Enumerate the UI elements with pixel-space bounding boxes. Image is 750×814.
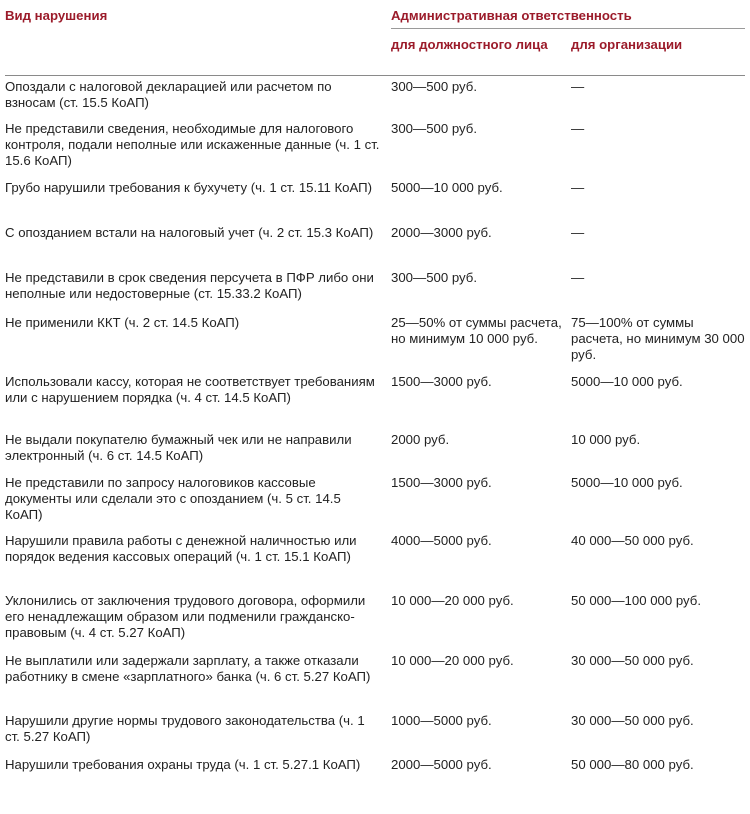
- official-column-header: для должностного лица: [391, 36, 548, 52]
- organization-fine-cell: 10 000 руб.: [571, 431, 641, 447]
- admin-liability-header: Административная ответственность: [391, 4, 745, 28]
- table-row: [5, 267, 745, 312]
- table-row: [5, 177, 745, 222]
- official-fine-cell: 300—500 руб.: [391, 78, 478, 94]
- violation-cell: Не представили по запросу налоговиков кассовые документы или сделали это с опозданием (ч. 5 ст. 14.5 КоАП): [5, 474, 341, 522]
- table-header: [5, 4, 745, 76]
- violation-cell: Не представили сведения, необходимые для налогового контроля, подали неполные или искаженные данные (ч. 1 ст. 15.6 КоАП): [5, 120, 380, 168]
- violation-cell: Нарушили правила работы с денежной наличностью или порядок ведения кассовых операций (ч. 1 ст. 15.1 КоАП): [5, 532, 357, 564]
- official-fine-cell: 5000—10 000 руб.: [391, 179, 503, 195]
- official-fine-cell: 2000—5000 руб.: [391, 756, 492, 772]
- fines-table: [5, 4, 745, 796]
- table-row: [5, 312, 745, 371]
- organization-fine-cell: —: [571, 269, 585, 285]
- table-row: [5, 76, 745, 118]
- official-fine-cell: 2000 руб.: [391, 431, 450, 447]
- official-fine-cell: 25—50% от суммы расчета, но минимум 10 000 руб.: [391, 314, 562, 346]
- violation-cell: Не применили ККТ (ч. 2 ст. 14.5 КоАП): [5, 314, 240, 330]
- organization-fine-cell: —: [571, 224, 585, 240]
- organization-fine-cell: 30 000—50 000 руб.: [571, 652, 694, 668]
- organization-fine-cell: 30 000—50 000 руб.: [571, 712, 694, 728]
- table-row: [5, 530, 745, 590]
- table-body: [5, 76, 745, 796]
- violation-cell: Грубо нарушили требования к бухучету (ч. 1 ст. 15.11 КоАП): [5, 179, 373, 195]
- violation-cell: Не выплатили или задержали зарплату, а также отказали работнику в смене «зарплатного» банка (ч. 6 ст. 5.27 КоАП): [5, 652, 371, 684]
- organization-fine-cell: 50 000—100 000 руб.: [571, 592, 702, 608]
- organization-fine-cell: —: [571, 78, 585, 94]
- violation-cell: Опоздали с налоговой декларацией или расчетом по взносам (ст. 15.5 КоАП): [5, 78, 332, 110]
- table-row: [5, 754, 745, 796]
- official-fine-cell: 4000—5000 руб.: [391, 532, 492, 548]
- organization-fine-cell: 5000—10 000 руб.: [571, 474, 683, 490]
- violation-cell: Не выдали покупателю бумажный чек или не направили электронный (ч. 6 ст. 14.5 КоАП): [5, 431, 352, 463]
- organization-fine-cell: —: [571, 179, 585, 195]
- violation-cell: Уклонились от заключения трудового договора, оформили его ненадлежащим образом или подменили гражданско-правовым (ч. 4 ст. 5.27 КоАП): [5, 592, 366, 640]
- table-row: [5, 472, 745, 530]
- table-row: [5, 429, 745, 472]
- official-fine-cell: 10 000—20 000 руб.: [391, 592, 514, 608]
- official-fine-cell: 300—500 руб.: [391, 269, 478, 285]
- official-fine-cell: 300—500 руб.: [391, 120, 478, 136]
- official-fine-cell: 1500—3000 руб.: [391, 474, 492, 490]
- table-row: [5, 371, 745, 429]
- official-fine-cell: 1500—3000 руб.: [391, 373, 492, 389]
- table-row: [5, 118, 745, 177]
- table-row: [5, 650, 745, 710]
- table-row: [5, 590, 745, 650]
- violation-cell: Не представили в срок сведения персучета в ПФР либо они неполные или недостоверные (ст. 15.33.2 КоАП): [5, 269, 374, 301]
- organization-fine-cell: 75—100% от суммы расчета, но минимум 30 000 руб.: [571, 314, 745, 362]
- violation-cell: Нарушили требования охраны труда (ч. 1 ст. 5.27.1 КоАП): [5, 756, 361, 772]
- official-fine-cell: 2000—3000 руб.: [391, 224, 492, 240]
- organization-fine-cell: 40 000—50 000 руб.: [571, 532, 694, 548]
- violation-cell: С опозданием встали на налоговый учет (ч. 2 ст. 15.3 КоАП): [5, 224, 374, 240]
- organization-column-header: для организации: [571, 36, 683, 52]
- organization-fine-cell: —: [571, 120, 585, 136]
- organization-fine-cell: 50 000—80 000 руб.: [571, 756, 694, 772]
- table-row: [5, 222, 745, 267]
- official-fine-cell: 1000—5000 руб.: [391, 712, 492, 728]
- violation-cell: Использовали кассу, которая не соответствует требованиям или с нарушением порядка (ч. 4 ст. 14.5 КоАП): [5, 373, 375, 405]
- violation-column-header: Вид нарушения: [5, 8, 108, 23]
- official-fine-cell: 10 000—20 000 руб.: [391, 652, 514, 668]
- organization-fine-cell: 5000—10 000 руб.: [571, 373, 683, 389]
- table-row: [5, 710, 745, 754]
- violation-cell: Нарушили другие нормы трудового законодательства (ч. 1 ст. 5.27 КоАП): [5, 712, 365, 744]
